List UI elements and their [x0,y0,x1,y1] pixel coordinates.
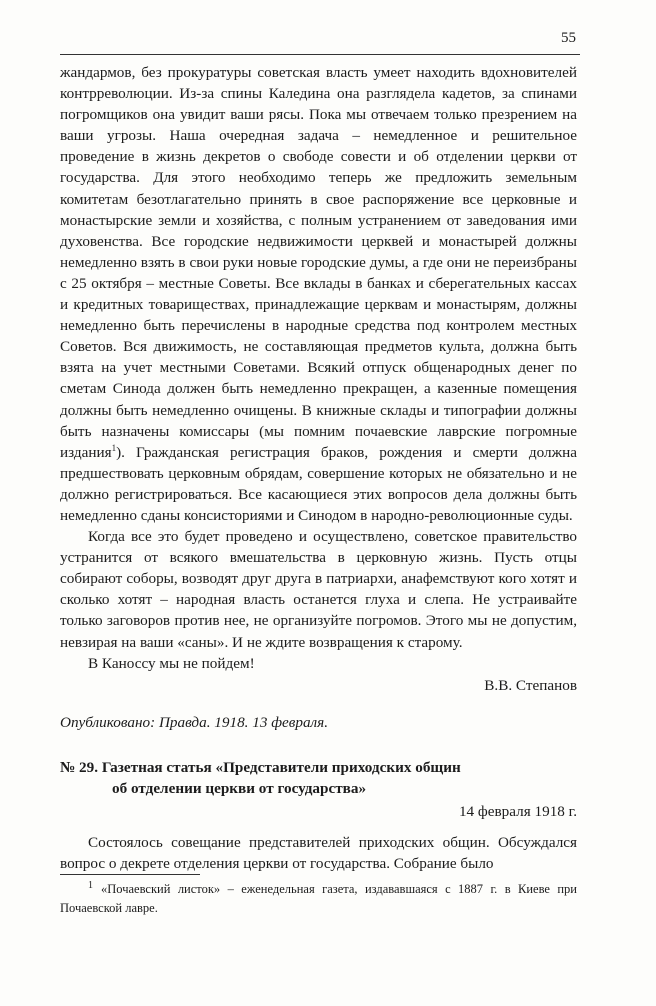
footnote [60,880,577,918]
document-body [60,62,577,874]
document-date: 14 февраля 1918 г. [458,803,577,821]
document-title-line-1: № 29. Газетная статья «Представители приходских общин [60,758,461,776]
publication-note: Опубликовано: Правда. 1918. 13 февраля. [60,713,329,731]
signature: В.В. Степанов [484,676,577,694]
footnote-reference: 1 [111,442,117,453]
document-paragraph: Состоялось совещание представителей приходских общин. Обсуждался вопрос о декрете отделения церкви от государства. Собрание было [60,834,577,873]
header-rule [60,54,580,55]
footnote-text: «Почаевский листок» – еженедельная газета, издававшаяся с 1887 г. в Киеве при Почаевской лавре. [60,882,577,915]
paragraph-1-continuation: ). Гражданская регистрация браков, рождения и смерти должна предшествовать церковным обрядам, совершение которых не обязательно и не должно регистрироваться. Все касающиеся этих вопросов дела должны быть немедленно сданы консисториями и Синодом в народно-революционные суды. [60,443,577,524]
paragraph-1 [60,62,577,526]
paragraph-3: В Каноссу мы не пойдем! [88,654,255,672]
page-number: 55 [561,30,576,46]
document-title-line-2: об отделении церкви от государства» [112,780,367,797]
footnote-mark: 1 [88,879,93,891]
paragraph-1-text: жандармов, без прокуратуры советская власть умеет находить вдохновителей контрреволюции. Из-за спины Каледина она разглядела кадетов, за спинами погромщиков она увидит ваши рясы. Пока мы отвечаем только презрением на ваши угрозы. Наша очередная задача – немедленное и решительное проведение в жизнь декретов о свободе совести и об отделении церкви от государства. Для этого необходимо теперь же предложить земельным комитетам безотлагательно принять в свое распоряжение все церковные и монастырские земли и хозяйства, с полным устранением от заведования ими духовенства. Все городские недвижимости церквей и монастырей должны немедленно взять в свои руки новые городские думы, а где они не переизбраны с 25 октября – местные Советы. Все вклады в банках и сберегательных кассах и кредитных товариществах, принадлежащие церквам и монастырям, должны немедленно быть перечислены в народные средства под контролем местных Советов. Вся движимость, не составляющая предметов культа, должна быть взята на учет местными Советами. Всякий отпуск общенародных денег по сметам Синода должен быть немедленно прекращен, а казенные помещения должны быть немедленно очищены. В книжные склады и типографии должны быть назначены комиссары (мы помним почаевские лаврские погромные издания [60,64,577,461]
document-title [60,757,577,799]
paragraph-2: Когда все это будет проведено и осуществлено, советское правительство устранится от всякого вмешательства в церковную жизнь. Пусть отцы собирают соборы, возводят друг друга в патриархи, анафемствуют кого хотят и сколько хотят – народная власть останется глуха и слепа. Не устраивайте только заговоров против нее, не организуйте погромов. Этого мы не допустим, невзирая на ваши «саны». И не ждите возвращения к старому. [60,528,577,651]
footnote-rule [60,874,200,875]
